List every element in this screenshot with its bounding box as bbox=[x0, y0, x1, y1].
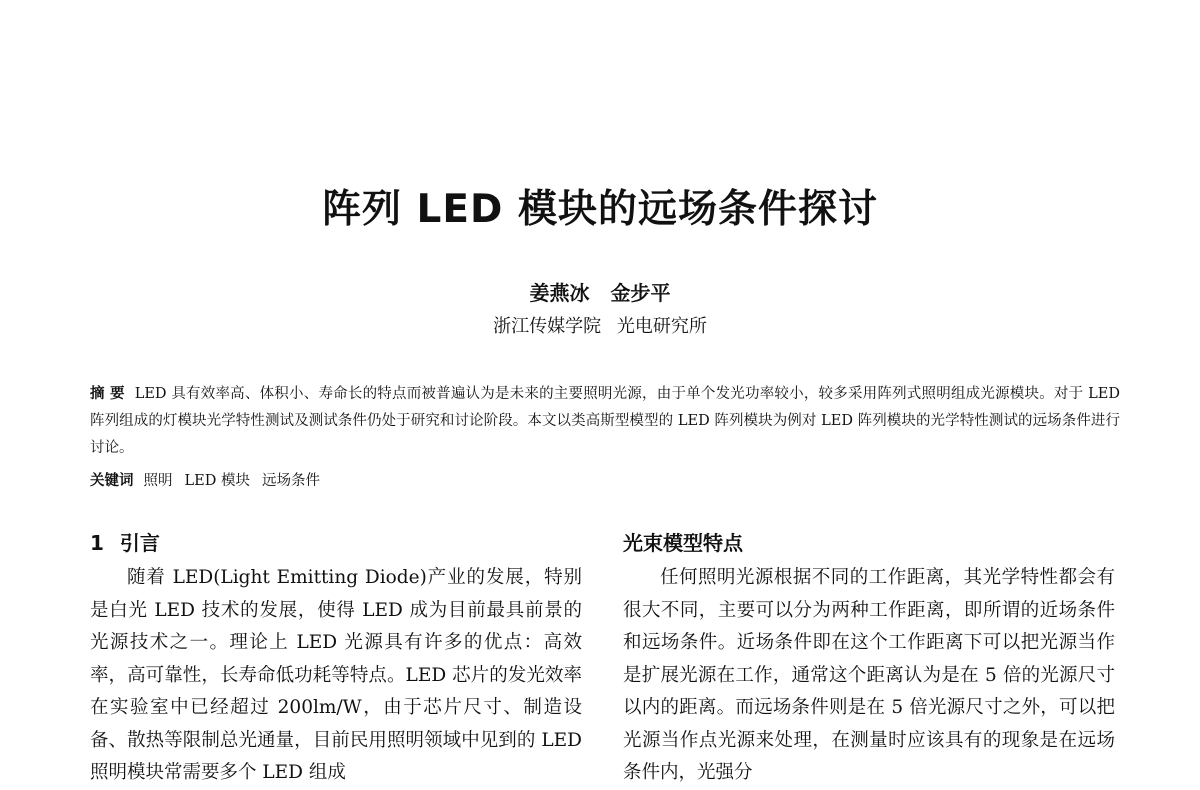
section-heading-beam-model: 光束模型特点 bbox=[623, 531, 743, 555]
keyword: LED 模块 bbox=[184, 473, 250, 489]
left-column bbox=[90, 528, 582, 790]
authors: 姜燕冰 金步平 bbox=[529, 281, 671, 305]
section-title: 引言 bbox=[119, 531, 160, 555]
keywords-label: 关键词 bbox=[90, 473, 134, 489]
beam-model-paragraph: 任何照明光源根据不同的工作距离，其光学特性都会有很大不同，主要可以分为两种工作距离，即所谓的近场条件和远场条件。近场条件即在这个工作距离下可以把光源当作是扩展光源在工作，通常这个距离认为是在 5 倍的光源尺寸以内的距离。而远场条件则是在 5 倍光源尺寸之外，可以把光源当作点光源来处理，在测量时应该具有的现象是在远场条件内，光强分 bbox=[623, 567, 1115, 783]
right-column bbox=[623, 528, 1115, 790]
keywords bbox=[90, 471, 1120, 491]
abstract-text: LED 具有效率高、体积小、寿命长的特点而被普遍认为是未来的主要照明光源，由于单个发光功率较小，较多采用阵列式照明组成光源模块。对于 LED 阵列组成的灯模块光学特性测试及测试条件仍处于研究和讨论阶段。本文以类高斯型模型的 LED 阵列模块为例对 LED 阵列模块的光学特性测试的远场条件进行讨论。 bbox=[90, 386, 1120, 456]
keyword: 照明 bbox=[143, 473, 173, 489]
section-number: 1 bbox=[90, 531, 104, 555]
affiliation: 浙江传媒学院 光电研究所 bbox=[493, 316, 707, 337]
abstract-label: 摘 要 bbox=[90, 386, 125, 402]
abstract bbox=[90, 381, 1120, 462]
keyword: 远场条件 bbox=[261, 473, 320, 489]
paper-title: 阵列 LED 模块的远场条件探讨 bbox=[321, 187, 879, 232]
section-heading-introduction bbox=[90, 528, 582, 562]
introduction-paragraph: 随着 LED(Light Emitting Diode)产业的发展，特别是白光 LED 技术的发展，使得 LED 成为目前最具前景的光源技术之一。理论上 LED 光源具有许多的优点：高效率，高可靠性，长寿命低功耗等特点。LED 芯片的发光效率在实验室中已经超过 200lm/W，由于芯片尺寸、制造设备、散热等限制总光通量，目前民用照明领域中见到的 LED 照明模块常需要多个 LED 组成 bbox=[90, 567, 582, 783]
